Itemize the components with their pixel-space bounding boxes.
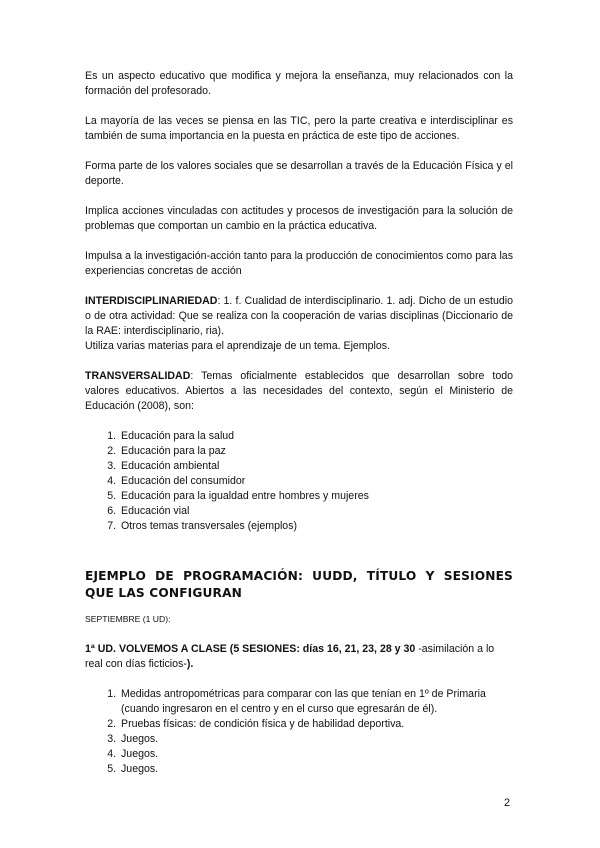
- unit-title-end: ).: [186, 658, 194, 670]
- list-item: 6. Educación vial: [119, 504, 513, 519]
- paragraph-2: La mayoría de las veces se piensa en las TIC, pero la parte creativa e interdisciplinar es también de suma importancia en la puesta en práctica de este tipo de acciones.: [85, 115, 513, 142]
- unit-title: [85, 642, 513, 672]
- month-label: SEPTIEMBRE (1 UD):: [85, 614, 171, 624]
- interdisciplinariedad-term: INTERDISCIPLINARIEDAD: [85, 295, 218, 307]
- interdisciplinariedad-text: : 1. f. Cualidad de interdisciplinario. 1. adj. Dicho de un estudio o de otra actividad: Que se realiza con la cooperación de varias disciplinas (Diccionario de la RAE: interdisciplinario, ria).: [85, 295, 513, 337]
- list-item: 7. Otros temas transversales (ejemplos): [119, 519, 513, 534]
- transversalidad-text: : Temas oficialmente establecidos que desarrollan sobre todo valores educativos. Abiertos a las necesidades del contexto, según el Ministerio de Educación (2008), son:: [85, 370, 513, 412]
- list-item: 4. Juegos.: [119, 747, 513, 762]
- list-item: 1. Educación para la salud: [119, 429, 513, 444]
- page-number: 2: [504, 797, 511, 809]
- list-item: 3. Juegos.: [119, 732, 513, 747]
- transversalidad-term: TRANSVERSALIDAD: [85, 370, 191, 382]
- list-item: 5. Juegos.: [119, 762, 513, 777]
- interdisciplinariedad-usage: Utiliza varias materias para el aprendizaje de un tema. Ejemplos.: [85, 340, 391, 352]
- transversalidad-definition: [85, 369, 513, 414]
- spacer: [85, 414, 513, 429]
- list-item: 2. Pruebas físicas: de condición física y de habilidad deportiva.: [119, 717, 513, 732]
- list-item: 5. Educación para la igualdad entre hombres y mujeres: [119, 489, 513, 504]
- unit-title-bold: 1ª UD. VOLVEMOS A CLASE (5 SESIONES: días 16, 21, 23, 28 y 30: [85, 643, 416, 655]
- list-item: 1. Medidas antropométricas para comparar con las que tenían en 1º de Primaria (cuando ingresaron en el centro y en el curso que egresarán de él).: [119, 687, 513, 717]
- transversal-topics-list: [85, 429, 513, 534]
- list-item: 4. Educación del consumidor: [119, 474, 513, 489]
- paragraph-3: Forma parte de los valores sociales que se desarrollan a través de la Educación Física y el deporte.: [85, 160, 513, 187]
- interdisciplinariedad-definition: [85, 294, 513, 339]
- page-content: [85, 69, 513, 792]
- list-item: 2. Educación para la paz: [119, 444, 513, 459]
- list-item: 3. Educación ambiental: [119, 459, 513, 474]
- section-heading: EJEMPLO DE PROGRAMACIÓN: UUDD, TÍTULO Y SESIONES QUE LAS CONFIGURAN: [85, 569, 513, 600]
- unit-title-note: -asimilación a lo real con días ficticios-: [85, 643, 495, 670]
- paragraph-5: Impulsa a la investigación-acción tanto para la producción de conocimientos como para las experiencias concretas de acción: [85, 250, 513, 277]
- sessions-list: [85, 687, 513, 777]
- paragraph-4: Implica acciones vinculadas con actitudes y procesos de investigación para la solución de problemas que comportan un cambio en la práctica educativa.: [85, 205, 513, 232]
- paragraph-1: Es un aspecto educativo que modifica y mejora la enseñanza, muy relacionados con la formación del profesorado.: [85, 70, 513, 97]
